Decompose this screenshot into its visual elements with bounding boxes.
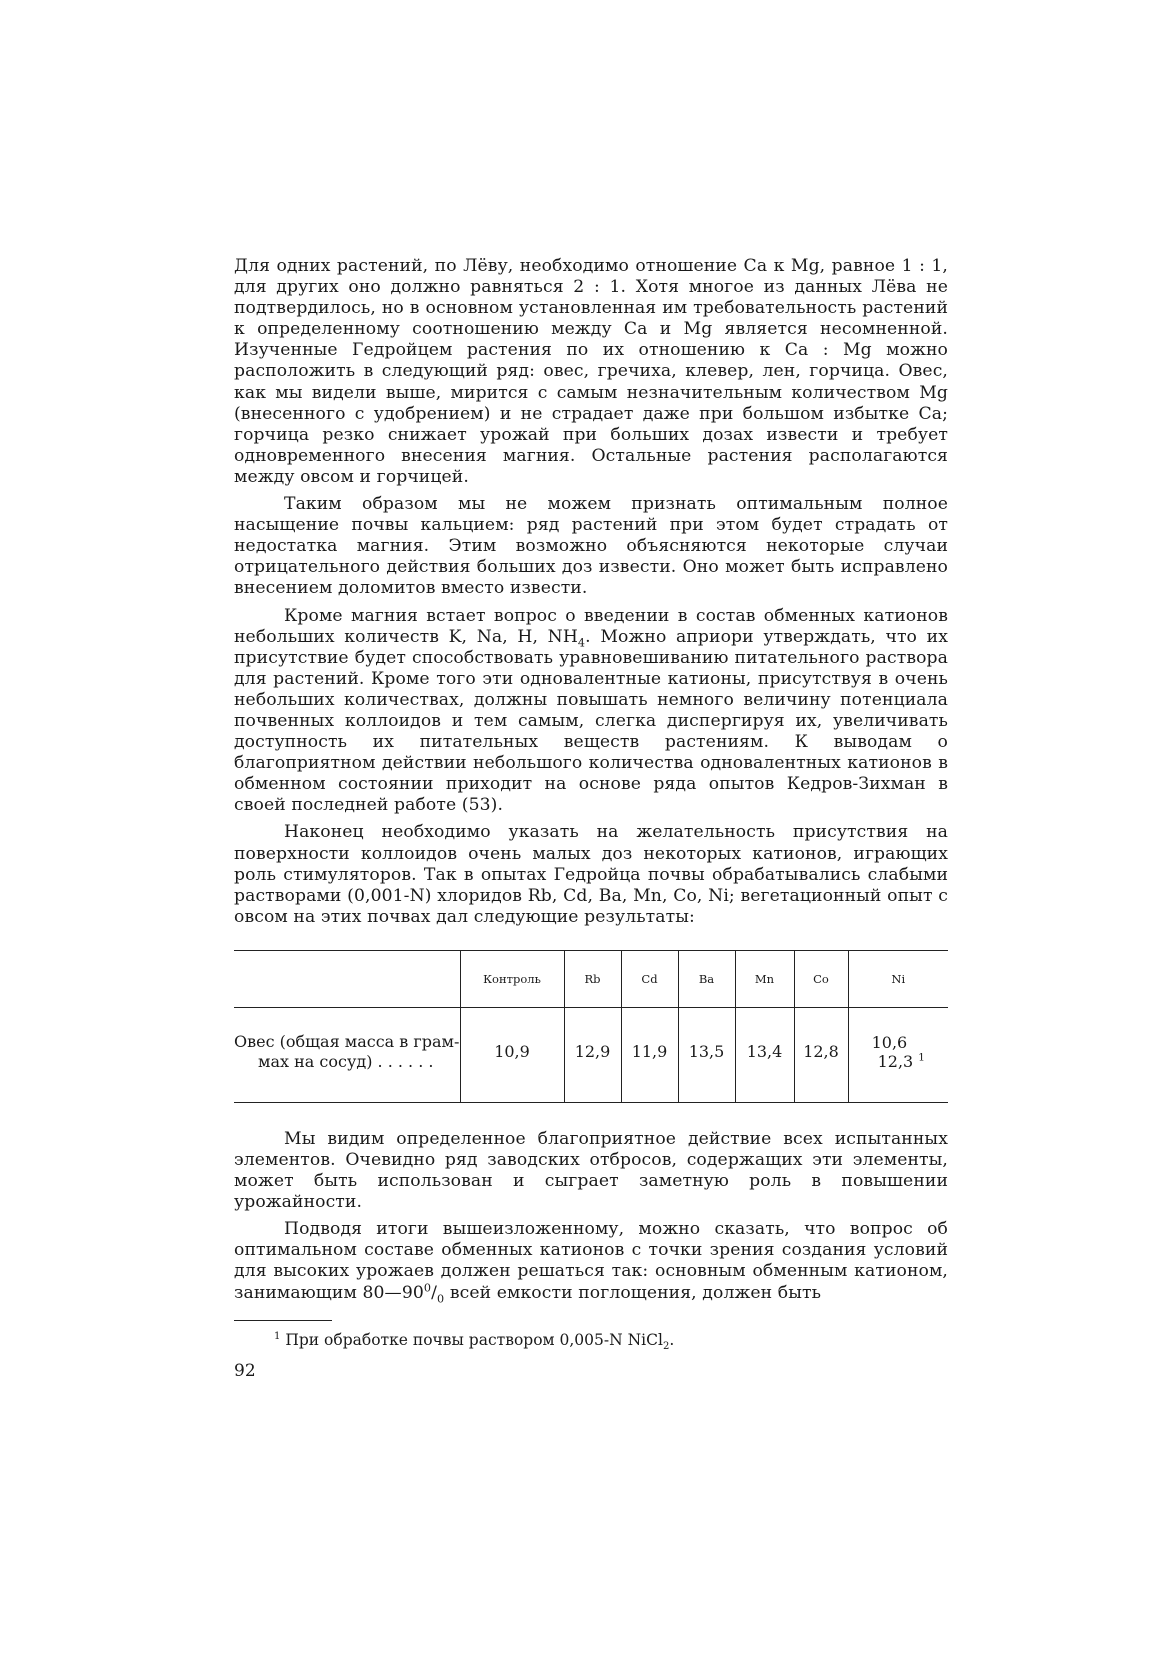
paragraph-6-part-1: Подводя итоги вышеизложенному, можно сказать, что вопрос об оптимальном составе обменных катионов с точки зрения создания условий для высоких урожаев должен решаться так: основным обменным катионом, занимающим 80—90 xyxy=(234,1219,948,1303)
footnote xyxy=(274,1330,948,1352)
table-cell-rb: 12,9 xyxy=(564,1007,621,1102)
ni-value-stack xyxy=(872,1033,925,1071)
table-header-blank xyxy=(234,950,460,1007)
ni-value-alt: 12,3 xyxy=(877,1051,914,1071)
table-cell-ni xyxy=(848,1007,948,1102)
footnote-text-part-1: При обработке почвы раствором 0,005-N NiCl xyxy=(285,1330,663,1349)
percent-slash: / xyxy=(431,1282,438,1303)
table-header-row xyxy=(234,950,948,1007)
table-row xyxy=(234,1007,948,1102)
ni-value-alt-line xyxy=(872,1052,925,1071)
footnote-mark: 1 xyxy=(274,1330,281,1342)
table-header-co: Co xyxy=(794,950,848,1007)
paragraph-1: Для одних растений, по Лёву, необходимо отношение Ca к Mg, равное 1 : 1, для других оно должно равняться 2 : 1. Хотя многое из данных Лёва не подтвердилось, но в основном установленная им требовательность растений к определенному соотношению между Ca и Mg является несомненной. Изученные Гедройцем растения по их отношению к Ca : Mg можно расположить в следующий ряд: овес, гречиха, клевер, лен, горчица. Овес, как мы видели выше, мирится с самым незначительным количеством Mg (внесенного с удобрением) и не страдает даже при большом избытке Ca; горчица резко снижает урожай при больших дозах извести и требует одновременного внесения магния. Остальные растения располагаются между овсом и горчицей. xyxy=(234,256,948,487)
paragraph-6-part-2: всей емкости поглощения, должен быть xyxy=(444,1282,822,1303)
paragraph-4: Наконец необходимо указать на желательность присутствия на поверхности коллоидов очень малых доз некоторых катионов, играющих роль стимуляторов. Так в опытах Гедройца почвы обрабатывались слабыми растворами (0,001-N) хлоридов Rb, Cd, Ba, Mn, Co, Ni; вегетационный опыт с овсом на этих почвах дал следующие результаты: xyxy=(234,822,948,927)
footnote-subscript: 2 xyxy=(662,1340,670,1352)
percent-sup: 0 xyxy=(423,1280,432,1294)
table-cell-mn: 13,4 xyxy=(735,1007,794,1102)
paragraph-5: Мы видим определенное благоприятное действие всех испытанных элементов. Очевидно ряд заводских отбросов, содержащих эти элементы, может быть использован и сыграет заметную роль в повышении урожайности. xyxy=(234,1128,948,1213)
table-row-label xyxy=(234,1007,460,1102)
page-content xyxy=(234,256,948,1381)
subscript-4: 4 xyxy=(577,636,586,650)
paragraph-3 xyxy=(234,606,948,817)
table-cell-co: 12,8 xyxy=(794,1007,848,1102)
results-table-wrapper xyxy=(234,950,948,1103)
table-header-ni: Ni xyxy=(848,950,948,1007)
ni-footnote-mark: 1 xyxy=(918,1051,925,1064)
table-cell-cd: 11,9 xyxy=(621,1007,678,1102)
table-header-rb: Rb xyxy=(564,950,621,1007)
table-row-label-line-2: мах на сосуд) . . . . . . xyxy=(258,1051,434,1071)
paragraph-6 xyxy=(234,1219,948,1303)
page-number: 92 xyxy=(234,1360,256,1381)
table-cell-control: 10,9 xyxy=(460,1007,564,1102)
table-header-cd: Cd xyxy=(621,950,678,1007)
percent-sub: 0 xyxy=(437,1292,445,1305)
table-header-control: Контроль xyxy=(460,950,564,1007)
table-cell-ba: 13,5 xyxy=(678,1007,735,1102)
ni-value: 10,6 xyxy=(871,1032,908,1052)
table-header-ba: Ba xyxy=(678,950,735,1007)
paragraph-3-part-2: . Можно априори утверждать, что их присутствие будет способствовать уравновешиванию питательного раствора для растений. Кроме того эти одновалентные катионы, присутствуя в очень небольших количествах, должны повышать немного величину потенциала почвенных коллоидов и тем самым, слегка диспергируя их, увеличивать доступность их питательных веществ растениям. К выводам о благоприятном действии небольшого количества одновалентных катионов в обменном состоянии приходит на основе ряда опытов Кедров-Зихман в своей последней работе (53). xyxy=(234,626,948,816)
footnote-text-part-2: . xyxy=(669,1330,675,1349)
paragraph-3-part-1: Кроме магния встает вопрос о введении в состав обменных катионов небольших количеств K, Na, H, NH xyxy=(234,605,948,647)
table-header-mn: Mn xyxy=(735,950,794,1007)
results-table xyxy=(234,950,948,1103)
table-row-label-line-1: Овес (общая масса в грам- xyxy=(234,1031,460,1051)
paragraph-2: Таким образом мы не можем признать оптимальным полное насыщение почвы кальцием: ряд растений при этом будет страдать от недостатка магния. Этим возможно объясняются некоторые случаи отрицательного действия больших доз извести. Оно может быть исправлено внесением доломитов вместо извести. xyxy=(234,494,948,599)
footnote-divider xyxy=(234,1320,332,1321)
